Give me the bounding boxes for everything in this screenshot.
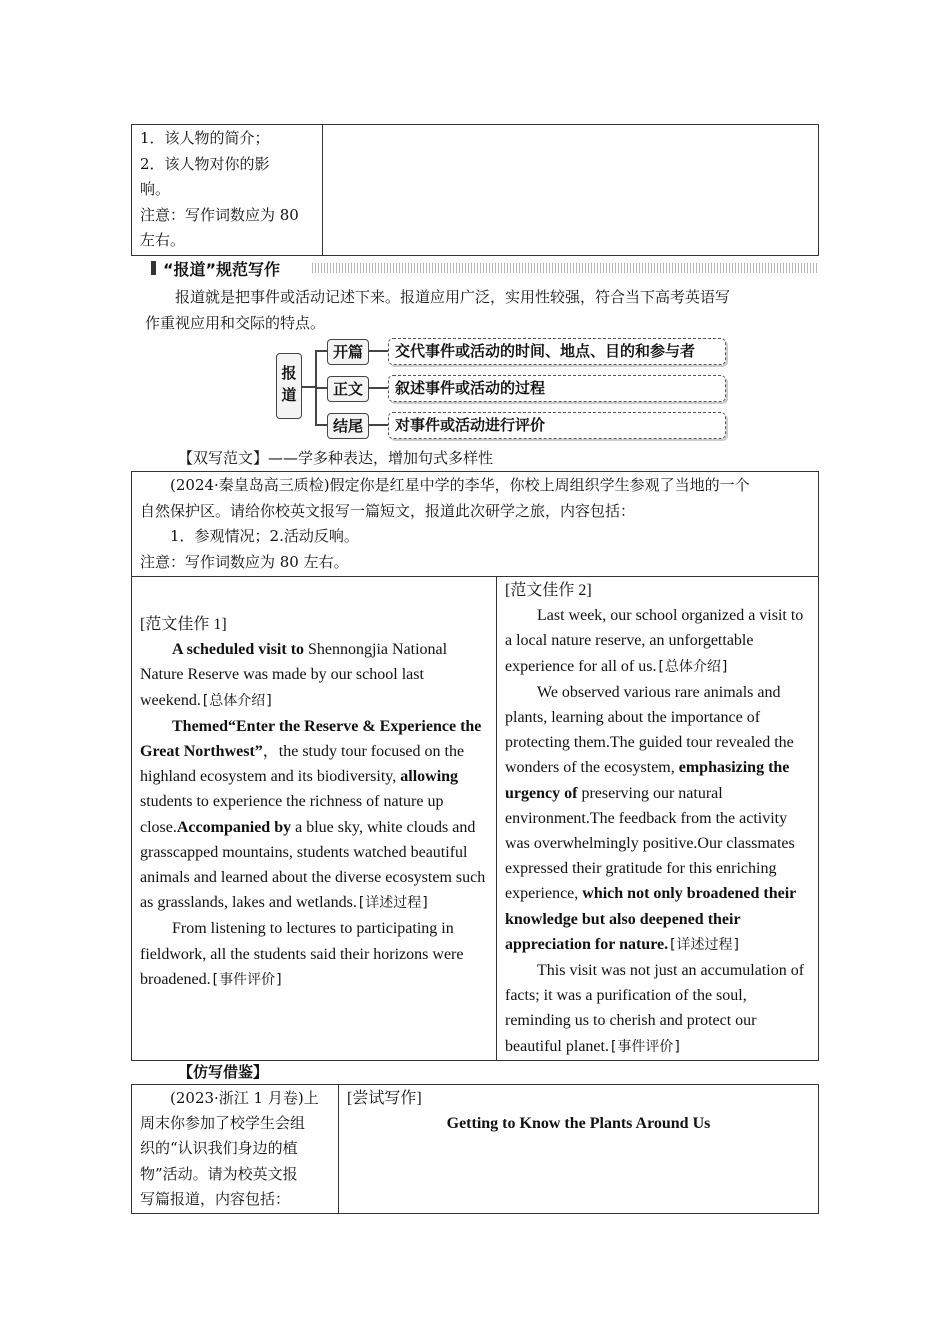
sample1-para-1 (140, 637, 488, 714)
branch-link-2 (368, 387, 388, 389)
top-line-5: 左右。 (140, 231, 186, 249)
section-marker (151, 261, 156, 275)
fangxie-table (131, 1084, 819, 1214)
sample2-p2-text2: preserving our natural environment.The feedback from the activity was overwhelmingly positive.Our classmates expressed their gratitude for this enriching experience, (505, 784, 795, 903)
section-intro (145, 285, 815, 336)
prompt-table (131, 471, 819, 577)
prompt-line-3: 1．参观情况；2.活动反响。 (170, 527, 359, 545)
sample2-para-3 (505, 958, 810, 1060)
fangxie-heading: 【仿写借鉴】 (178, 1063, 269, 1081)
sample2-p1-tag: [总体介绍] (656, 658, 730, 675)
sample2-p1-text: Last week, our school organized a visit to a local nature reserve, an unforgettable experience for all of us. (505, 607, 804, 675)
sample1-p3-tag: [事件评价] (210, 971, 284, 988)
prompt-cell (132, 472, 819, 577)
prompt-line-2: 自然保护区。请给你校英文报写一篇短文，报道此次研学之旅，内容包括： (140, 501, 636, 520)
sample1-p1-tag: [总体介绍] (200, 692, 274, 709)
branch-link-3 (368, 424, 388, 426)
sample2-label: [范文佳作 2] (505, 582, 592, 599)
sample1-p2-text1: ，the study tour focused on the highland ecosystem and its biodiversity, (140, 743, 465, 786)
diagram-root (276, 353, 302, 419)
sample1-p3-text: From listening to lectures to participating in fieldwork, all the students said their horizons were broadened. (140, 920, 464, 988)
intro-line-2: 作重视应用和交际的特点。 (145, 313, 326, 332)
top-table-right-cell (323, 125, 819, 256)
branch-label-ending: 结尾 (327, 413, 369, 439)
branch-desc-opening: 交代事件或活动的时间、地点、目的和参与者 (388, 338, 726, 365)
sample1-para-3 (140, 916, 488, 993)
prompt-line-4: 注意：写作词数应为 80 左右。 (140, 552, 349, 571)
sample2-p2-text1: We observed various rare animals and plants, learning about the importance of protecting them.The guided tour revealed the wonders of the ecosystem, (505, 683, 794, 777)
section-dotted-rule (312, 263, 817, 273)
fangxie-line-4: 物”活动。请为校英文报 (140, 1164, 298, 1183)
samples-table (131, 576, 819, 1061)
top-table-left-cell (132, 125, 323, 256)
top-line-4: 注意：写作词数应为 80 (140, 205, 299, 224)
fangxie-prompt-cell (132, 1085, 339, 1214)
fangxie-line-3: 织的“认识我们身边的植 (140, 1139, 298, 1158)
diagram-connector (302, 386, 316, 388)
sample2-cell (497, 577, 819, 1061)
sample1-p2-text2: students to experience the richness of nature up close. (140, 793, 444, 836)
diagram-root-char-2: 道 (281, 386, 297, 404)
fangxie-line-5: 写篇报道，内容包括： (140, 1189, 291, 1208)
shuangxie-heading: 【双写范文】——学多种表达，增加句式多样性 (178, 449, 494, 467)
sample2-p3-tag: [事件评价] (608, 1038, 682, 1055)
branch-desc-ending: 对事件或活动进行评价 (388, 412, 726, 439)
top-table (131, 124, 819, 256)
sample1-para-2 (140, 714, 488, 917)
diagram-branch-line-1 (315, 350, 327, 352)
sample2-p2-bold1: emphasizing the urgency of (505, 759, 790, 802)
sample1-cell (132, 577, 497, 1061)
sample1-p2-text3: a blue sky, white clouds and grasscapped mountains, students watched beautiful animals and learned about the diverse ecosystem such as grasslands, lakes and wetlands. (140, 818, 486, 912)
sample2-para-1 (505, 603, 810, 680)
branch-label-body: 正文 (327, 376, 369, 402)
diagram-root-char-1: 报 (281, 364, 297, 382)
sample2-p2-bold2: which not only broadened their knowledge but also deepened their appreciation for nature. (505, 885, 796, 953)
branch-link-1 (368, 350, 388, 352)
branch-desc-body: 叙述事件或活动的过程 (388, 375, 726, 402)
section-title-bar (147, 255, 817, 281)
intro-line-1: 报道就是把事件或活动记述下来。报道应用广泛，实用性较强，符合当下高考英语写 (175, 288, 731, 306)
top-line-2: 2．该人物对你的影 (140, 154, 270, 173)
try-label: [尝试写作] (347, 1090, 422, 1107)
sample2-para-2 (505, 680, 810, 958)
sample1-p2-bold3: Accompanied by (176, 818, 292, 836)
sample2-p2-tag: [详述过程] (668, 936, 741, 953)
sample1-label: [范文佳作 1] (140, 616, 227, 633)
sample1-p2-bold1: Themed“Enter the Reserve & Experience the Great Northwest” (140, 717, 482, 761)
sample1-p2-tag: [详述过程] (356, 895, 430, 912)
diagram-branch-line-2 (315, 387, 327, 389)
top-line-1: 1．该人物的简介； (140, 129, 270, 147)
diagram-branch-line-3 (315, 424, 327, 426)
sample1-p2-bold2: allowing (400, 768, 459, 786)
top-line-3: 响。 (140, 180, 171, 198)
branch-label-opening: 开篇 (327, 339, 369, 365)
sample1-p1-text: Shennongjia National Nature Reserve was made by our school last weekend. (140, 641, 448, 709)
fangxie-line-1: (2023·浙江 1 月卷)上 (170, 1089, 319, 1107)
sample1-p1-bold: A scheduled visit to (172, 641, 305, 659)
sample2-p3-text: This visit was not just an accumulation of facts; it was a purification of the soul, reminding us to cherish and protect our beautiful planet. (505, 962, 805, 1055)
fangxie-try-cell (339, 1085, 819, 1214)
section-title: “报道”规范写作 (163, 260, 281, 279)
try-title: Getting to Know the Plants Around Us (446, 1115, 711, 1133)
prompt-line-1: (2024·秦皇岛高三质检)假定你是红星中学的李华，你校上周组织学生参观了当地的一个 (170, 476, 750, 494)
fangxie-line-2: 周末你参加了校学生会组 (140, 1114, 306, 1133)
